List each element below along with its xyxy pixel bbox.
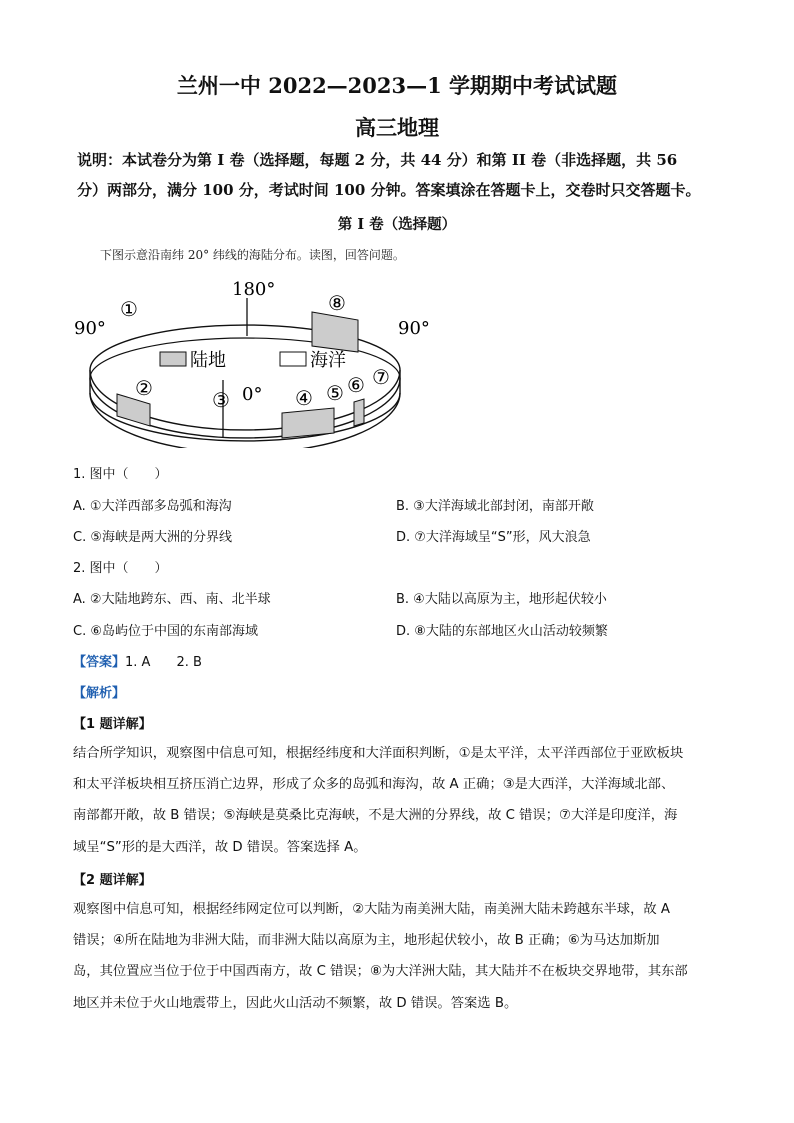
figure-intro: 下图示意沿南纬 20° 纬线的海陆分布。读图，回答问题。 <box>100 248 405 262</box>
detail-2-line-3: 岛，其位置应当位于位于中国西南方，故 C 错误；⑧为大洋洲大陆，其大陆并不在板块交界地带，其东部 <box>73 964 688 980</box>
analysis-label: 【解析】 <box>73 686 126 701</box>
label-90-east: 90° <box>398 318 430 339</box>
marker-1: ① <box>120 297 138 321</box>
land-8 <box>312 312 358 352</box>
label-90-west: 90° <box>74 318 106 339</box>
legend-ocean-swatch <box>280 352 306 366</box>
detail-1-line-1: 结合所学知识，观察图中信息可知，根据经纬度和大洋面积判断，①是太平洋，太平洋西部位于亚欧板块 <box>73 746 684 761</box>
detail-1-line-4: 域呈“S”形的是大西洋，故 D 错误。答案选择 A。 <box>73 839 367 855</box>
question-2-stem: 2. 图中（ ） <box>73 561 168 576</box>
legend-ocean-label: 海洋 <box>310 350 346 371</box>
detail-2-line-1: 观察图中信息可知，根据经纬网定位可以判断，②大陆为南美洲大陆，南美洲大陆未跨越东半球，故 A <box>73 902 671 917</box>
label-0: 0° <box>242 384 263 405</box>
answer-label: 【答案】 <box>73 655 126 670</box>
marker-7: ⑦ <box>372 365 390 389</box>
detail-2-label: 【2 题详解】 <box>73 873 152 888</box>
question-2-option-d: D. ⑧大陆的东部地区火山活动较频繁 <box>396 624 608 639</box>
marker-6: ⑥ <box>347 373 365 397</box>
detail-2-line-4: 地区并未位于火山地震带上，因此火山活动不频繁，故 D 错误。答案选 B。 <box>73 995 518 1011</box>
answer-row <box>73 651 202 670</box>
marker-8: ⑧ <box>328 291 346 315</box>
label-180: 180° <box>232 279 276 300</box>
marker-3: ③ <box>212 388 230 412</box>
detail-1-line-3: 南部都开敞，故 B 错误；⑤海峡是莫桑比克海峡，不是大洲的分界线，故 C 错误；⑦大洋是印度洋，海 <box>73 808 678 824</box>
legend-land-swatch <box>160 352 186 366</box>
legend-land-label: 陆地 <box>190 350 226 371</box>
question-2-option-b: B. ④大陆以高原为主，地形起伏较小 <box>396 592 607 607</box>
question-1-option-b: B. ③大洋海域北部封闭，南部开敞 <box>396 499 594 514</box>
section-title: 第 I 卷（选择题） <box>337 216 457 233</box>
exam-subtitle: 高三地理 <box>355 115 439 140</box>
instructions-line-2: 分）两部分，满分 100 分，考试时间 100 分钟。答案填涂在答题卡上，交卷时只交答题卡。 <box>77 181 701 199</box>
exam-title: 兰州一中 2022—2023—1 学期期中考试试题 <box>176 73 618 98</box>
question-2-option-a: A. ②大陆地跨东、西、南、北半球 <box>73 592 271 607</box>
detail-1-label: 【1 题详解】 <box>73 717 152 732</box>
question-1-stem: 1. 图中（ ） <box>73 467 168 482</box>
marker-5: ⑤ <box>326 381 344 405</box>
land-4 <box>282 408 334 438</box>
question-1-option-d: D. ⑦大洋海域呈“S”形，风大浪急 <box>396 530 591 545</box>
question-2-option-c: C. ⑥岛屿位于中国的东南部海域 <box>73 624 258 639</box>
detail-2-text <box>73 894 723 1019</box>
answer-value: 1. A 2. B <box>125 655 202 670</box>
detail-2-line-2: 错误；④所在陆地为非洲大陆，而非洲大陆以高原为主，地形起伏较小，故 B 正确；⑥为马达加斯加 <box>73 933 660 949</box>
question-1-option-c: C. ⑤海峡是两大洲的分界线 <box>73 530 232 545</box>
question-1-option-a: A. ①大洋西部多岛弧和海沟 <box>73 499 232 514</box>
marker-4: ④ <box>295 386 313 410</box>
latitude-band-figure <box>70 268 430 448</box>
land-6 <box>354 399 364 426</box>
instructions-line-1: 说明：本试卷分为第 I 卷（选择题，每题 2 分，共 44 分）和第 II 卷（非选择题，共 56 <box>77 151 678 169</box>
detail-1-line-2: 和太平洋板块相互挤压消亡边界，形成了众多的岛弧和海沟，故 A 正确；③是大西洋，大洋海域北部、 <box>73 777 675 793</box>
marker-2: ② <box>135 376 153 400</box>
detail-1-text <box>73 738 723 863</box>
